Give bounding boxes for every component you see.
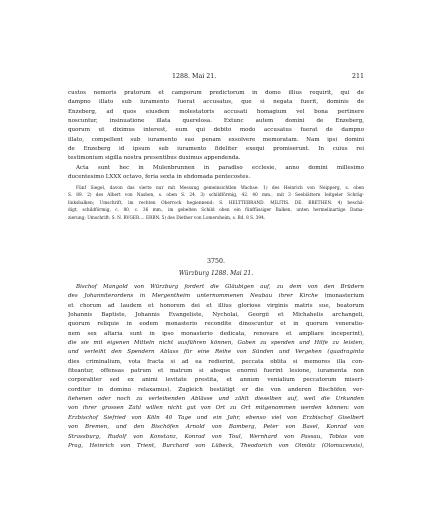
text-line: noscuntur, insinuatione illata querelosa. Extunc autem domini de Enzeberg,: [68, 118, 364, 125]
running-header: [68, 73, 364, 82]
text-segment: nem sex altaria sunt in ipso monasterio dedicata, renovare et ampliare inceperint),: [68, 330, 364, 337]
text-line: [68, 292, 364, 301]
text-line: Acta sunt hec in Mulenbrunnen in paradiso ecclesie, anno domini millesimo: [76, 164, 364, 171]
text-line: [68, 414, 364, 423]
text-segment: quorum reliquie in eodem monasterio recondite dinoscuntur et in quorum veneratio-: [68, 321, 364, 328]
text-line: quorum ut diximus interest, eum qui debito modo accusatus fuerat de dampno: [68, 127, 364, 134]
footnote-line: linksbalken; Umschrift, im rechten Oberrock hegiennend: S. HELTTEBRAND. MILITIS. DE. BRETHEN. 4) beschä-: [68, 200, 364, 206]
regest-text: [68, 283, 364, 451]
text-line: dampno illato sub iuramento fuerat accusatus, que si negata fuerit, dominis de: [68, 99, 364, 106]
text-segment: Strassburg, Rudolf von Konstanz, Konrad von Toul, Wernhard von Passau, Tobias von: [68, 433, 364, 440]
text-segment: Erzbischof Siefried von Köln 40 Tage und ein Jahr, ebenso viel von Erzbischof Giselbert: [68, 414, 364, 421]
text-segment: (monasterium: [317, 293, 364, 300]
seal-footnote: [68, 185, 364, 222]
text-line: custos nemoris pratorum et camporum predictorum in domo illius requirit, qui de: [68, 90, 364, 96]
footnote-line: digt, schildförmig, c. 80, c. 36 mm., im gebelten Schild oben ein fünffüssiger Balken, unten hermelinartige Dama-: [68, 208, 364, 214]
text-segment: et chorum ad laudem et honorem dei et illius gloriose virginis matris sue, beatorum: [68, 302, 364, 309]
text-line: [68, 376, 364, 385]
text-line: [68, 302, 364, 311]
text-line: [68, 348, 364, 357]
text-line: [68, 358, 364, 367]
text-segment: Prag, Heinrich von Trient, Burchard von Lübeck, Theodorich von Olmütz (Olomucensis),: [68, 442, 364, 449]
text-line: [68, 311, 364, 320]
footnote-line: S. 89. 2) des Albert von Nasben, s. oben S. 24. 3) schildförmig, 42. 40 mm., mit 3 Seebiättern Ieitgeler Schräg-: [68, 193, 364, 199]
text-line: [68, 442, 364, 451]
document-number: 3750.: [206, 258, 226, 265]
text-segment: von Bremen, und den Bischöfen Arnold von Bamberg, Peter von Basel, Konrad von: [68, 424, 364, 431]
text-line: [68, 423, 364, 432]
text-line: [68, 433, 364, 442]
place-and-date: Würzburg 1288. Mai 21.: [178, 270, 254, 277]
text-line: [68, 283, 364, 292]
text-line: [68, 320, 364, 329]
text-line: illato, compellent sub iuramento suo penam exsolvere memoratam. Nam ipsi domini: [68, 136, 364, 143]
italic-segment: Bischof Mangold von Würzburg fordert die Gläubigen auf, zu dem von den Brüdern: [76, 284, 364, 290]
text-line: Enzeberg, ad quos eiusdem molestatoris accusati homagium vel bona pertinere: [68, 108, 364, 115]
text-line: [68, 330, 364, 339]
charter-text-top: [68, 89, 364, 182]
text-line: testimonium sigilla nostra presentibus duximus appendenda.: [68, 155, 241, 162]
header-date: 1288. Mai 21.: [172, 73, 217, 80]
text-line: [68, 339, 364, 348]
text-segment: Johannis Baptiste, Johannis Evangeliste, Nycholai, Georgii et Michahelis archangeli,: [68, 312, 364, 319]
text-line: [68, 386, 364, 395]
text-segment: die sie mit eigenen Mitteln nicht ausführen können, Gaben zu spenden und Hilfe zu leisten,: [68, 340, 364, 347]
text-line: [68, 404, 364, 413]
page-number: 211: [351, 73, 364, 80]
text-segment: fiteantur, offensas patrum et matrum si absque enormi fuerint lesione, iuramenta non: [68, 368, 364, 375]
footnote-line: Fünf Siegel, davon das vierte nur mit Messung gemeinsichtlen Wachse: 1) des Heinrich von Neipperg, s. oben: [76, 186, 364, 191]
text-segment: corporaliter sed ex animi levitate prestita, et annum venialium peccatorum miseri-: [68, 377, 364, 384]
text-segment: liehenen oder noch zu verleihenden Ablässe und zählt dieselben auf, weil die Urkunden: [68, 396, 364, 403]
text-line: [68, 395, 364, 404]
text-segment: dies criminalium, vota fracta si ad ea redierint, peccata oblita si memores illa con-: [68, 358, 364, 365]
text-segment: von ihrer grossen Zahl willen nicht gut von Ort zu Ort mitgenommen werden können: von: [68, 405, 364, 412]
text-segment: corditer in domino relaxamus). Zugleich bestätigt er die von anderen Bischöfen ver-: [68, 386, 364, 393]
italic-segment: des Johanniterordens in Mergentheim unternommenen Neubau ihrer Kirche: [68, 293, 318, 300]
text-line: ducentesimo LXXX octavo, feria sexta in ebdomada pentecostes.: [68, 174, 251, 181]
text-line: [68, 367, 364, 376]
footnote-line: zierung; Umschrift: S. N. RVGER.... ERBN. 5) des Diether von Lomersheim, s. Bd. 8 S. 394.: [68, 215, 266, 221]
text-segment: und verleiht den Spendern Ablass für eine Reihe von Sünden und Vergehen (quadraginta: [68, 349, 364, 356]
text-line: de Enzeberg id ipsum sub iuramento fideliter exequi promiserunt. In cuius rei: [68, 146, 364, 153]
